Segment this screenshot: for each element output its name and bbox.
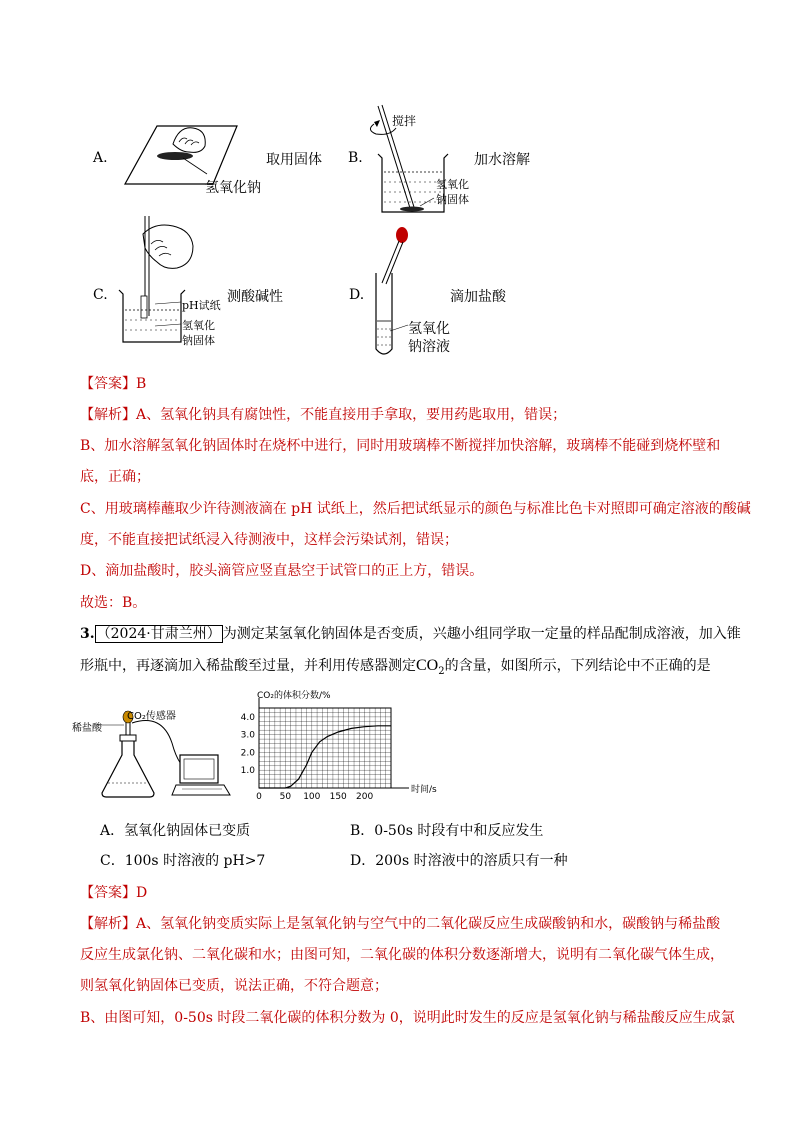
figure-a-label: 氢氧化钠 (205, 180, 261, 196)
q3-co2: CO (416, 657, 439, 674)
figure-c-letter: C. (93, 287, 108, 303)
q3-acid-label: 稀盐酸 (72, 723, 102, 734)
q3-option-a[interactable]: A．氢氧化钠固体已变质 (100, 823, 251, 839)
q3-option-c[interactable]: C．100s 时溶液的 pH>7 (100, 853, 266, 869)
figure-b-caption: 加水溶解 (474, 152, 530, 168)
figure-d-caption: 滴加盐酸 (450, 289, 506, 305)
q3-analysis-line: 【解析】A、氢氧化钠变质实际上是氢氧化钠与空气中的二氧化碳反应生成碳酸钠和水，碳酸钠与稀盐酸 (80, 916, 721, 932)
figure-d-letter: D. (349, 287, 365, 303)
figure-c-caption: 测酸碱性 (227, 289, 283, 305)
chart-x-axis-label: 时间/s (411, 785, 437, 795)
figure-b-letter: B. (348, 150, 363, 166)
q2-analysis-line: 度，不能直接把试纸浸入待测液中，这样会污染试剂，错误； (80, 532, 458, 548)
figure-b-stir-label: 搅拌 (392, 114, 417, 128)
q2-conclusion: 故选：B。 (80, 595, 147, 611)
chart-y-tick-label: 3.0 (240, 730, 255, 741)
chart-x-tick-label: 150 (329, 792, 347, 802)
q3-option-b[interactable]: B．0-50s 时段有中和反应发生 (350, 823, 544, 839)
q2-analysis-line: 【解析】A、氢氧化钠具有腐蚀性，不能直接用手拿取，要用药匙取用，错误； (80, 407, 567, 423)
q3-stem-text1: 为测定某氢氧化钠固体是否变质，兴趣小组同学取一定量的样品配制成溶液，加入锥 (222, 626, 741, 642)
chart-x-tick-label: 100 (303, 792, 321, 802)
figure-c-ph-label: pH试纸 (182, 299, 221, 312)
figure-d-illustration (370, 225, 410, 360)
q3-analysis-line: B、由图可知，0-50s 时段二氧化碳的体积分数为 0，说明此时发生的反应是氢氧化钠与稀盐酸反应生成氯 (80, 1010, 735, 1026)
q3-stem-line1 (80, 623, 741, 643)
chart-y-tick-label: 4.0 (240, 712, 255, 723)
figure-d-label-line1: 氢氧化 (408, 321, 450, 337)
q2-analysis-line: D、滴加盐酸时，胶头滴管应竖直悬空于试管口的正上方，错误。 (80, 563, 484, 579)
q3-answer: 【答案】D (80, 885, 148, 901)
chart-x-tick-label: 200 (356, 792, 374, 802)
q3-stem-text2b: 的含量，如图所示，下列结论中不正确的是 (444, 658, 711, 674)
chart-x-tick-label: 0 (256, 792, 262, 802)
figure-b-label-line1: 氢氧化 (436, 178, 469, 191)
q3-co2-chart (225, 690, 440, 810)
q2-analysis-line: C、用玻璃棒蘸取少许待测液滴在 pH 试纸上，然后把试纸显示的颜色与标准比色卡对照即可确定溶液的酸碱 (80, 501, 751, 517)
q2-analysis-line: B、加水溶解氢氧化钠固体时在烧杯中进行，同时用玻璃棒不断搅拌加快溶解，玻璃棒不能碰到烧杯壁和 (80, 438, 721, 454)
q2-answer: 【答案】B (80, 376, 147, 392)
figure-d-label-line2: 钠溶液 (408, 339, 450, 355)
q3-analysis-line: 则氢氧化钠固体已变质，说法正确，不符合题意； (80, 978, 388, 994)
q3-stem-line2 (80, 655, 711, 677)
chart-y-tick-label: 1.0 (240, 766, 255, 777)
q3-stem-text2a: 形瓶中，再逐滴加入稀盐酸至过量，并利用传感器测定 (80, 658, 416, 674)
q3-option-d[interactable]: D．200s 时溶液中的溶质只有一种 (350, 853, 568, 869)
figure-a-letter: A. (93, 150, 108, 166)
figure-c-label-line2: 钠固体 (182, 334, 215, 347)
figure-b-label-line2: 钠固体 (436, 193, 469, 206)
figure-a-caption: 取用固体 (266, 152, 322, 168)
q3-analysis-line: 反应生成氯化钠、二氧化碳和水；由图可知，二氧化碳的体积分数逐渐增大，说明有二氧化碳气体生成， (80, 947, 724, 963)
q3-sensor-label: CO₂传感器 (127, 711, 176, 722)
figure-c-label-line1: 氢氧化 (182, 319, 215, 332)
q3-source: （2024·甘肃兰州） (96, 626, 221, 642)
chart-x-tick-label: 50 (279, 792, 292, 802)
chart-y-tick-label: 2.0 (240, 748, 255, 759)
q3-co2-sub: 2 (438, 665, 445, 677)
q3-number: 3. (80, 626, 95, 642)
q2-analysis-line: 底，正确； (80, 469, 150, 485)
chart-y-axis-label: CO₂的体积分数/% (257, 691, 331, 701)
